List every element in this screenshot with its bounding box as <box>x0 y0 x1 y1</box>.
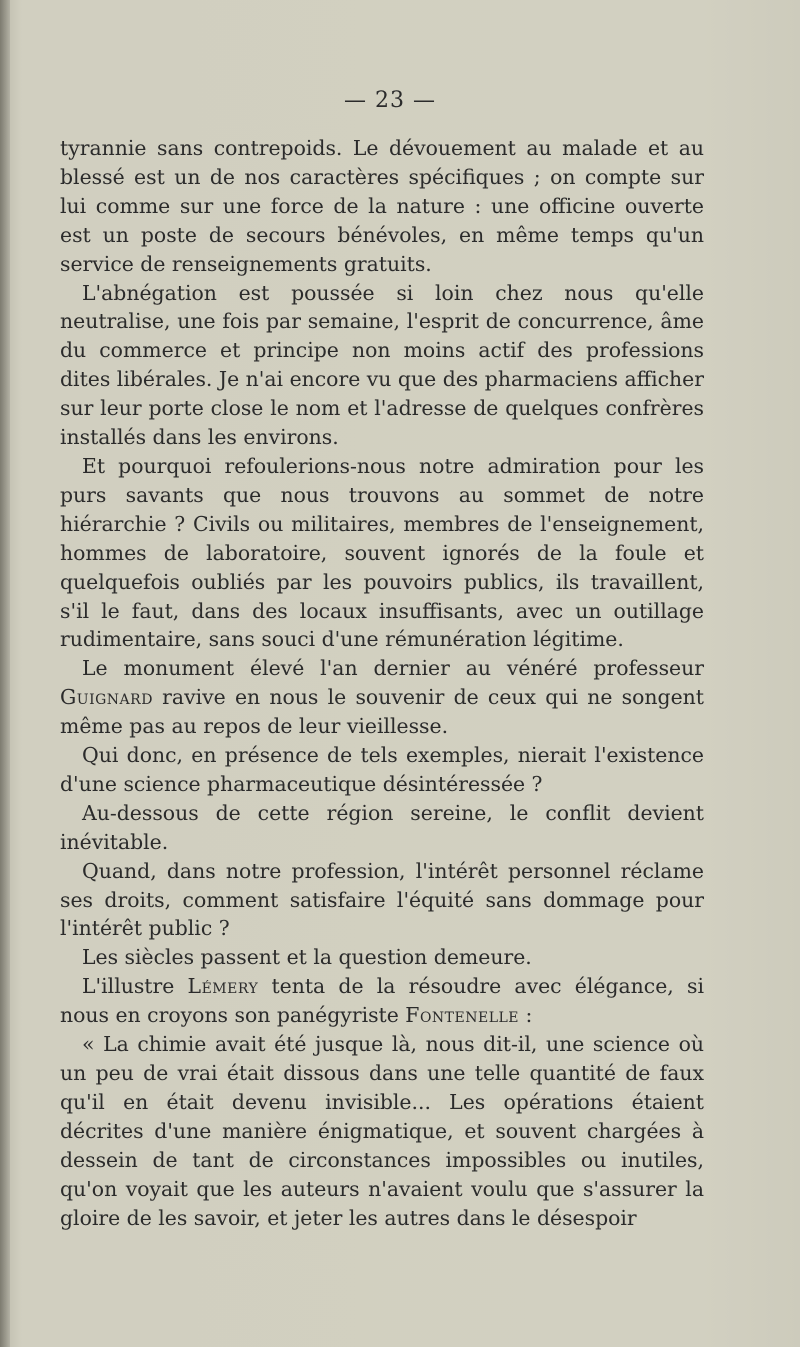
paragraph-9-before: L'illustre <box>82 974 188 999</box>
body-text <box>60 134 704 1232</box>
page-number: — 23 — <box>344 88 436 113</box>
person-name-guignard: Guignard <box>60 685 153 710</box>
paragraph-5: Qui donc, en présence de tels exemples, nierait l'existence d'une science pharmaceutique désintéressée ? <box>60 743 704 796</box>
person-name-lemery: Lémery <box>187 974 259 999</box>
page-binding-edge <box>0 0 10 1347</box>
paragraph-2: L'abnégation est poussée si loin chez nous qu'elle neutralise, une fois par semaine, l'esprit de concurrence, âme du commerce et principe non moins actif des professions dites libérales. Je n'ai encore vu que des pharmaciens afficher sur leur porte close le nom et l'adresse de quelques confrères installés dans les environs. <box>60 280 704 450</box>
paragraph-3: Et pourquoi refoulerions-nous notre admiration pour les purs savants que nous trouvons au sommet de notre hiérarchie ? Civils ou militaires, membres de l'enseignement, hommes de laboratoire, souvent ignorés de la foule et quelquefois oubliés par les pouvoirs publics, ils travaillent, s'il le faut, dans des locaux insuffisants, avec un outillage rudimentaire, sans souci d'une rémunération légitime. <box>60 453 704 652</box>
paragraph-7: Quand, dans notre profession, l'intérêt personnel réclame ses droits, comment satisfaire l'équité sans dommage pour l'intérêt public ? <box>60 858 704 941</box>
paragraph-4-before: Le monument élevé l'an dernier au vénéré professeur <box>82 656 704 681</box>
person-name-fontenelle: Fontenelle <box>405 1003 520 1028</box>
paragraph-9 <box>60 972 704 1030</box>
paragraph-4 <box>60 654 704 741</box>
paragraph-1: tyrannie sans contrepoids. Le dévouement au malade et au blessé est un de nos caractères spécifiques ; on compte sur lui comme sur une force de la nature : une officine ouverte est un poste de secours bénévoles, en même temps qu'un service de renseignements gratuits. <box>60 136 704 276</box>
paragraph-4-after: ravive en nous le souvenir de ceux qui ne songent même pas au repos de leur vieillesse. <box>60 685 704 739</box>
paragraph-10-quote: « La chimie avait été jusque là, nous dit-il, une science où un peu de vrai était dissous dans une telle quantité de faux qu'il en était devenu invisible... Les opérations étaient décrites d'une manière énigmatique, et souvent chargées à dessein de tant de circonstances impossibles ou inutiles, qu'on voyait que les auteurs n'avaient voulu que s'assurer la gloire de les savoir, et jeter les autres dans le désespoir <box>60 1032 704 1230</box>
paragraph-8: Les siècles passent et la question demeure. <box>82 945 532 970</box>
paragraph-9-middle: tenta de la résoudre avec élégance, si nous en croyons son panégyriste <box>60 974 704 1028</box>
paragraph-9-after: : <box>519 1003 533 1028</box>
paragraph-6: Au-dessous de cette région sereine, le conflit devient inévitable. <box>60 800 704 854</box>
